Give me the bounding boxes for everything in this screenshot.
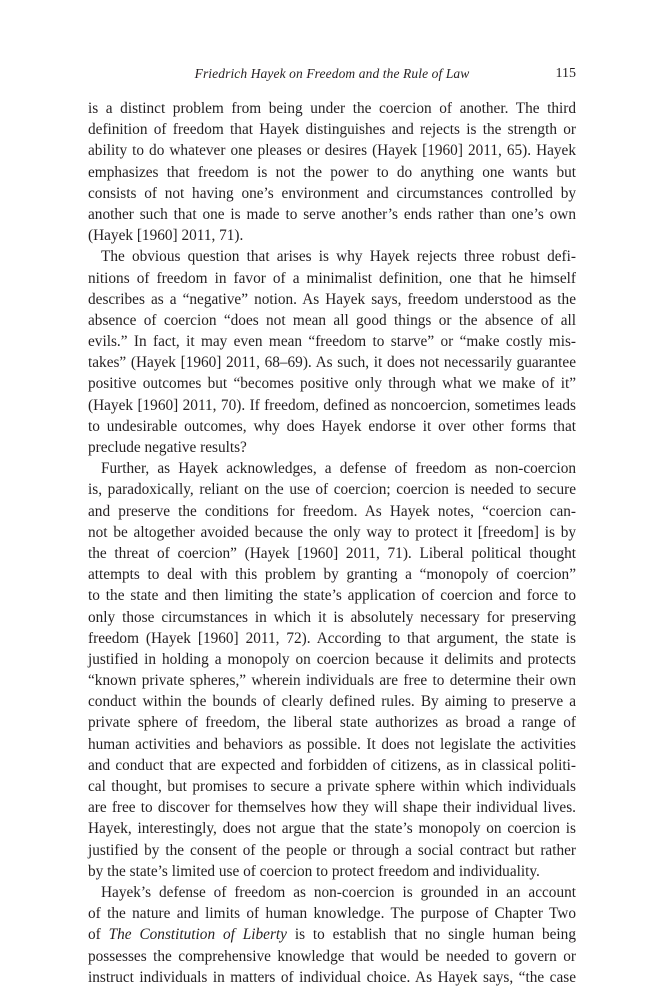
text-line: The obvious question that arises is why Hayek rejects three robust defi- [101, 248, 576, 266]
paragraph [88, 458, 576, 882]
text-line: describes as a “negative” notion. As Hayek says, freedom understood as the [88, 290, 576, 308]
text-line: not be altogether avoided because the only way to protect it [freedom] is by [88, 523, 576, 541]
text-line: the threat of coercion” (Hayek [1960] 2011, 71). Liberal political thought [88, 544, 576, 562]
text-line: instruct individuals in matters of individual choice. As Hayek says, “the case [88, 968, 576, 986]
text-line: is a distinct problem from being under the coercion of another. The third [88, 100, 576, 117]
text-line: absence of coercion “does not mean all good things or the absence of all [88, 311, 576, 329]
body-text [88, 98, 576, 988]
running-head [88, 66, 576, 86]
text-line: Hayek’s defense of freedom as non-coercion is grounded in an account [101, 883, 576, 901]
text-line: private sphere of freedom, the liberal state authorizes as broad a range of [88, 714, 576, 732]
text-fragment: is to establish that no single human being [286, 926, 576, 944]
paragraph [88, 246, 576, 458]
text-line: to undesirable outcomes, why does Hayek endorse it over other forms that [88, 417, 576, 435]
text-line: definition of freedom that Hayek distinguishes and rejects is the strength or [88, 121, 576, 139]
text-line: to the state and then limiting the state’s application of coercion and force to [88, 587, 576, 605]
text-line: nitions of freedom in favor of a minimalist definition, one that he himself [88, 269, 576, 287]
text-line: another such that one is made to serve another’s ends rather than one’s own [88, 205, 576, 223]
paragraph [88, 882, 576, 988]
book-title: The Constitution of Liberty [108, 926, 287, 944]
text-line: attempts to deal with this problem by granting a “monopoly of coercion” [88, 566, 576, 584]
text-line [88, 924, 576, 945]
text-line: justified in holding a monopoly on coercion because it delimits and protects [88, 650, 576, 668]
page-number: 115 [555, 66, 576, 81]
text-line: Hayek, interestingly, does not argue that the state’s monopoly on coercion is [88, 820, 576, 838]
text-line: freedom (Hayek [1960] 2011, 72). According to that argument, the state is [88, 629, 576, 647]
text-line: preclude negative results? [88, 439, 247, 456]
text-line: positive outcomes but “becomes positive only through what we make of it” [88, 375, 576, 393]
text-line: are free to discover for themselves how they will shape their individual lives. [88, 799, 576, 817]
text-line: human activities and behaviors as possible. It does not legislate the activities [88, 735, 576, 753]
text-line: consists of not having one’s environment and circumstances controlled by [88, 184, 576, 202]
text-line: justified by the consent of the people or through a social contract but rather [88, 841, 576, 859]
paragraph [88, 98, 576, 246]
text-line: “known private spheres,” wherein individuals are free to determine their own [88, 672, 576, 690]
text-line: of the nature and limits of human knowledge. The purpose of Chapter Two [88, 905, 576, 923]
text-line: conduct within the bounds of clearly defined rules. By aiming to preserve a [88, 693, 576, 711]
text-line: and preserve the conditions for freedom. As Hayek notes, “coercion can- [88, 502, 576, 520]
text-line: takes” (Hayek [1960] 2011, 68–69). As such, it does not necessarily guarantee [88, 354, 576, 372]
text-line: is, paradoxically, reliant on the use of coercion; coercion is needed to secure [88, 481, 576, 499]
running-title: Friedrich Hayek on Freedom and the Rule of Law [194, 66, 470, 81]
text-line: cal thought, but promises to secure a private sphere within which individuals [88, 778, 576, 795]
text-line: evils.” In fact, it may even mean “freedom to starve” or “make costly mis- [88, 333, 576, 351]
text-line: (Hayek [1960] 2011, 70). If freedom, defined as noncoercion, sometimes leads [88, 396, 576, 414]
text-line: possesses the comprehensive knowledge that would be needed to govern or [88, 947, 576, 965]
text-line: by the state’s limited use of coercion to protect freedom and individuality. [88, 862, 540, 880]
text-line: only those circumstances in which it is absolutely necessary for preserving [88, 608, 576, 626]
text-fragment: of [88, 926, 109, 944]
text-line: ability to do whatever one pleases or desires (Hayek [1960] 2011, 65). Hayek [88, 142, 576, 160]
text-line: Further, as Hayek acknowledges, a defense of freedom as non-coercion [101, 460, 576, 478]
text-line: (Hayek [1960] 2011, 71). [88, 227, 244, 245]
text-line: emphasizes that freedom is not the power to do anything one wants but [88, 163, 576, 181]
text-line: and conduct that are expected and forbidden of citizens, as in classical politi- [88, 756, 576, 774]
